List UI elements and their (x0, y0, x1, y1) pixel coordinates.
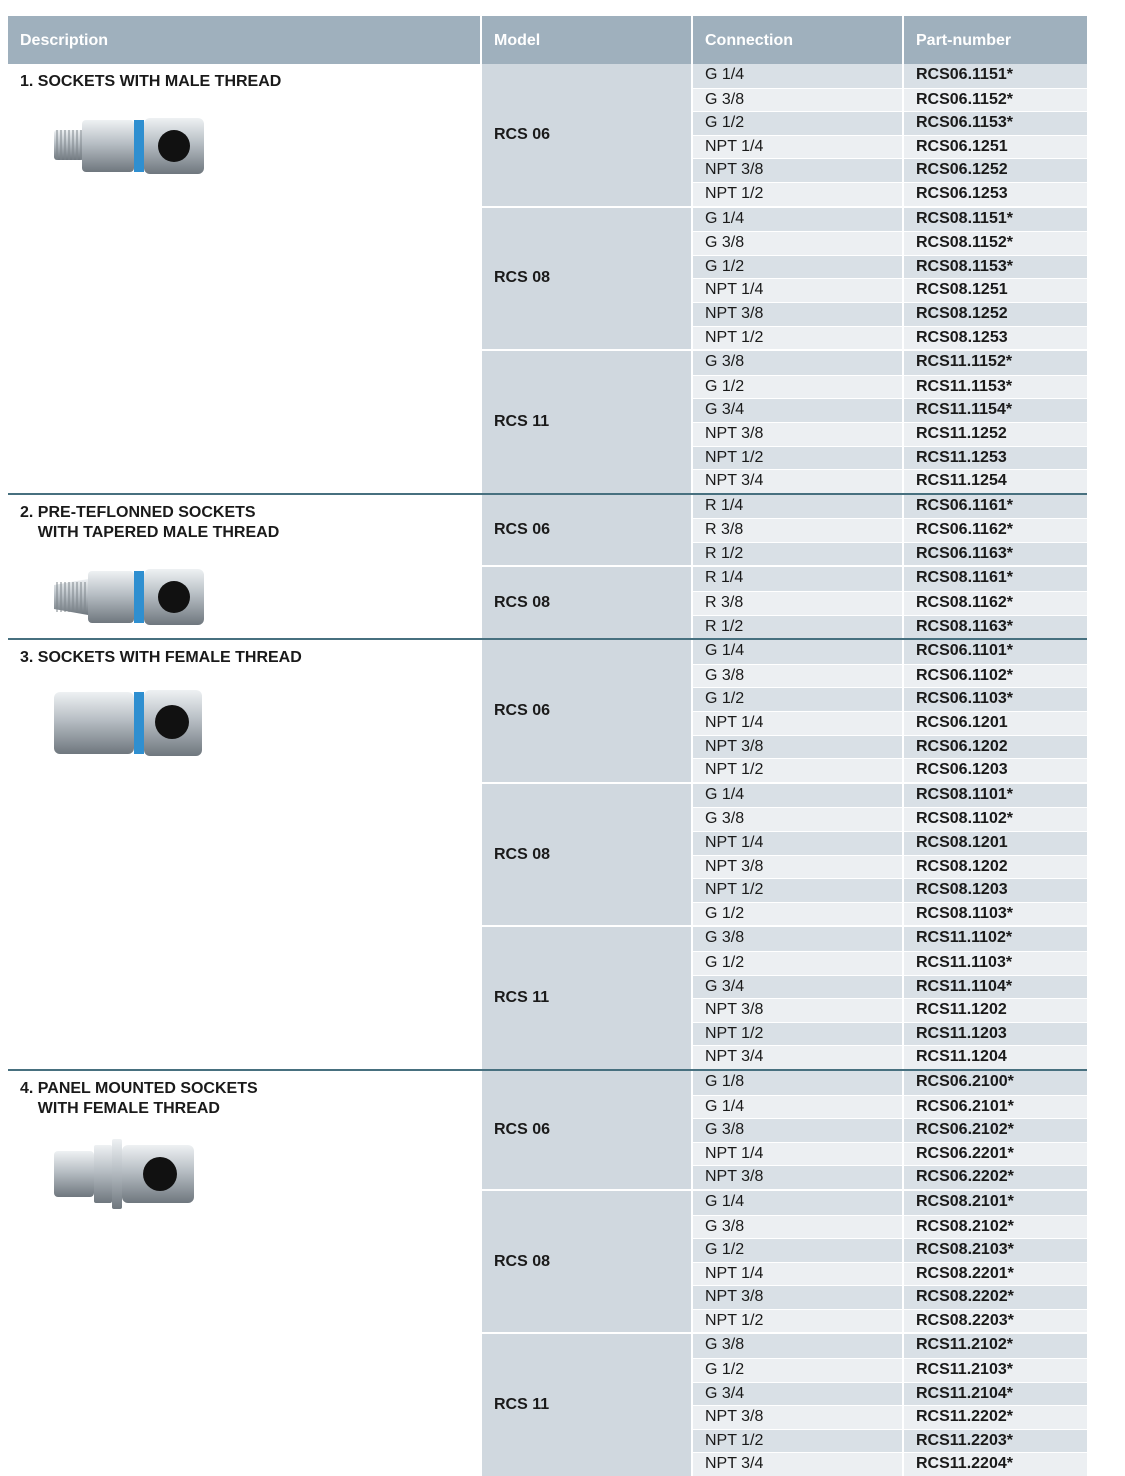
part-number-cell: RCS08.1252 (904, 303, 1087, 326)
connection-cell: G 3/8 (693, 808, 904, 831)
connection-cell: G 1/2 (693, 903, 904, 926)
product-table (8, 16, 1087, 1476)
table-row (693, 878, 1087, 902)
connection-cell: NPT 3/8 (693, 303, 904, 326)
part-number-cell: RCS11.1154* (904, 399, 1087, 422)
part-number-cell: RCS06.1201 (904, 712, 1087, 735)
part-number-cell: RCS08.1151* (904, 208, 1087, 232)
table-row (693, 1382, 1087, 1406)
connection-cell: G 1/4 (693, 784, 904, 808)
table-row (693, 375, 1087, 399)
connection-cell: G 1/8 (693, 1071, 904, 1095)
model-group (482, 64, 1087, 206)
table-row (693, 567, 1087, 591)
connection-cell: G 1/4 (693, 1191, 904, 1215)
table-row (693, 446, 1087, 470)
table-header (8, 16, 1087, 64)
connection-cell: R 1/4 (693, 495, 904, 519)
part-number-cell: RCS06.1203 (904, 759, 1087, 782)
part-number-cell: RCS08.1202 (904, 856, 1087, 879)
model-cell: RCS 06 (482, 640, 693, 782)
model-group (482, 206, 1087, 350)
table-row (693, 758, 1087, 782)
table-row (693, 422, 1087, 446)
part-number-cell: RCS08.2103* (904, 1239, 1087, 1262)
part-number-cell: RCS06.2202* (904, 1166, 1087, 1189)
model-cell: RCS 08 (482, 567, 693, 638)
socket-panel-mounted-image (50, 1133, 210, 1213)
connection-cell: G 3/8 (693, 351, 904, 375)
connection-cell: NPT 1/2 (693, 183, 904, 206)
connection-cell: NPT 3/8 (693, 856, 904, 879)
part-number-cell: RCS06.2101* (904, 1096, 1087, 1119)
table-row (693, 951, 1087, 975)
part-number-cell: RCS11.2102* (904, 1334, 1087, 1358)
part-number-cell: RCS06.1103* (904, 688, 1087, 711)
section-description (8, 1071, 482, 1476)
connection-cell: NPT 1/4 (693, 136, 904, 159)
product-section (8, 493, 1087, 639)
table-row (693, 591, 1087, 615)
model-group (482, 565, 1087, 638)
part-number-cell: RCS08.1251 (904, 279, 1087, 302)
part-number-cell: RCS11.1104* (904, 976, 1087, 999)
connection-cell: G 3/8 (693, 1334, 904, 1358)
part-number-cell: RCS06.1252 (904, 159, 1087, 182)
part-number-cell: RCS11.2203* (904, 1430, 1087, 1453)
table-row (693, 135, 1087, 159)
table-row (693, 326, 1087, 350)
part-number-cell: RCS08.1153* (904, 256, 1087, 279)
part-number-cell: RCS08.1203 (904, 879, 1087, 902)
table-row (693, 64, 1087, 88)
model-cell: RCS 06 (482, 495, 693, 566)
table-row (693, 208, 1087, 232)
table-row (693, 998, 1087, 1022)
part-number-cell: RCS11.1254 (904, 470, 1087, 493)
part-number-cell: RCS06.1162* (904, 519, 1087, 542)
part-number-cell: RCS06.1163* (904, 543, 1087, 566)
connection-cell: R 3/8 (693, 519, 904, 542)
model-cell: RCS 11 (482, 351, 693, 493)
table-row (693, 784, 1087, 808)
table-row (693, 1429, 1087, 1453)
table-row (693, 1452, 1087, 1476)
table-row (693, 231, 1087, 255)
model-cell: RCS 06 (482, 1071, 693, 1189)
model-group (482, 349, 1087, 493)
socket-tapered-thread-image (50, 557, 210, 637)
table-row (693, 927, 1087, 951)
table-row (693, 615, 1087, 639)
table-row (693, 495, 1087, 519)
product-section (8, 64, 1087, 493)
part-number-cell: RCS06.1152* (904, 89, 1087, 112)
connection-cell: NPT 1/2 (693, 447, 904, 470)
header-connection: Connection (693, 16, 904, 64)
model-cell: RCS 11 (482, 927, 693, 1069)
table-row (693, 518, 1087, 542)
part-number-cell: RCS11.1252 (904, 423, 1087, 446)
part-number-cell: RCS11.2204* (904, 1453, 1087, 1476)
model-group (482, 782, 1087, 926)
part-number-cell: RCS11.1204 (904, 1046, 1087, 1069)
table-row (693, 1118, 1087, 1142)
part-number-cell: RCS11.2103* (904, 1359, 1087, 1382)
part-number-cell: RCS08.1152* (904, 232, 1087, 255)
connection-cell: R 1/2 (693, 543, 904, 566)
part-number-cell: RCS06.1202 (904, 736, 1087, 759)
table-row (693, 278, 1087, 302)
connection-cell: NPT 3/8 (693, 423, 904, 446)
model-cell: RCS 06 (482, 64, 693, 206)
header-description: Description (8, 16, 482, 64)
connection-cell: G 1/2 (693, 376, 904, 399)
part-number-cell: RCS08.1161* (904, 567, 1087, 591)
connection-cell: G 1/4 (693, 208, 904, 232)
part-number-cell: RCS08.1253 (904, 327, 1087, 350)
connection-cell: G 1/2 (693, 1239, 904, 1262)
table-row (693, 855, 1087, 879)
connection-cell: NPT 1/4 (693, 712, 904, 735)
table-row (693, 831, 1087, 855)
section-description (8, 64, 482, 493)
part-number-cell: RCS11.2104* (904, 1383, 1087, 1406)
connection-cell: R 1/4 (693, 567, 904, 591)
connection-cell: G 3/8 (693, 927, 904, 951)
product-section (8, 638, 1087, 1069)
model-group (482, 1189, 1087, 1333)
connection-cell: NPT 3/4 (693, 1453, 904, 1476)
product-section (8, 1069, 1087, 1476)
connection-cell: NPT 3/8 (693, 1406, 904, 1429)
connection-cell: G 3/8 (693, 665, 904, 688)
connection-cell: NPT 3/4 (693, 1046, 904, 1069)
connection-cell: NPT 1/2 (693, 1310, 904, 1333)
part-number-cell: RCS11.1203 (904, 1023, 1087, 1046)
table-row (693, 975, 1087, 999)
connection-cell: G 3/4 (693, 976, 904, 999)
part-number-cell: RCS08.2102* (904, 1216, 1087, 1239)
connection-cell: G 3/4 (693, 399, 904, 422)
table-row (693, 255, 1087, 279)
model-group (482, 1332, 1087, 1476)
table-row (693, 302, 1087, 326)
table-row (693, 1358, 1087, 1382)
table-row (693, 1405, 1087, 1429)
part-number-cell: RCS11.1253 (904, 447, 1087, 470)
table-row (693, 1071, 1087, 1095)
section-title: 4. PANEL MOUNTED SOCKETS WITH FEMALE THREAD (20, 1079, 258, 1117)
table-row (693, 1165, 1087, 1189)
model-cell: RCS 08 (482, 1191, 693, 1333)
table-row (693, 1022, 1087, 1046)
part-number-cell: RCS08.2202* (904, 1286, 1087, 1309)
part-number-cell: RCS11.1103* (904, 952, 1087, 975)
connection-cell: G 3/8 (693, 89, 904, 112)
connection-cell: G 3/8 (693, 1119, 904, 1142)
connection-cell: G 1/4 (693, 64, 904, 88)
connection-cell: NPT 1/2 (693, 327, 904, 350)
model-cell: RCS 11 (482, 1334, 693, 1476)
part-number-cell: RCS08.1102* (904, 808, 1087, 831)
connection-cell: G 3/8 (693, 232, 904, 255)
connection-cell: G 1/4 (693, 640, 904, 664)
table-row (693, 902, 1087, 926)
connection-cell: NPT 1/2 (693, 759, 904, 782)
part-number-cell: RCS08.1163* (904, 616, 1087, 639)
table-row (693, 664, 1087, 688)
table-row (693, 1238, 1087, 1262)
part-number-cell: RCS06.1151* (904, 64, 1087, 88)
table-row (693, 1285, 1087, 1309)
section-title: 3. SOCKETS WITH FEMALE THREAD (20, 649, 302, 667)
part-number-cell: RCS08.1103* (904, 903, 1087, 926)
model-group (482, 495, 1087, 566)
table-row (693, 1262, 1087, 1286)
part-number-cell: RCS08.2203* (904, 1310, 1087, 1333)
model-group (482, 1071, 1087, 1189)
part-number-cell: RCS11.1153* (904, 376, 1087, 399)
connection-cell: NPT 3/4 (693, 470, 904, 493)
part-number-cell: RCS06.2201* (904, 1143, 1087, 1166)
part-number-cell: RCS08.2101* (904, 1191, 1087, 1215)
part-number-cell: RCS08.2201* (904, 1263, 1087, 1286)
connection-cell: NPT 3/8 (693, 999, 904, 1022)
table-row (693, 88, 1087, 112)
connection-cell: NPT 3/8 (693, 736, 904, 759)
connection-cell: G 1/2 (693, 1359, 904, 1382)
connection-cell: G 1/2 (693, 112, 904, 135)
section-description (8, 495, 482, 639)
section-title: 1. SOCKETS WITH MALE THREAD (20, 73, 282, 90)
connection-cell: NPT 1/4 (693, 1263, 904, 1286)
section-description (8, 640, 482, 1069)
part-number-cell: RCS08.1162* (904, 592, 1087, 615)
part-number-cell: RCS06.2100* (904, 1071, 1087, 1095)
part-number-cell: RCS06.1251 (904, 136, 1087, 159)
table-row (693, 1045, 1087, 1069)
connection-cell: NPT 1/4 (693, 832, 904, 855)
part-number-cell: RCS11.1202 (904, 999, 1087, 1022)
part-number-cell: RCS06.1102* (904, 665, 1087, 688)
table-row (693, 735, 1087, 759)
table-row (693, 398, 1087, 422)
connection-cell: NPT 1/2 (693, 1023, 904, 1046)
part-number-cell: RCS11.2202* (904, 1406, 1087, 1429)
model-cell: RCS 08 (482, 208, 693, 350)
connection-cell: NPT 3/8 (693, 1286, 904, 1309)
table-row (693, 1215, 1087, 1239)
connection-cell: G 1/2 (693, 688, 904, 711)
part-number-cell: RCS06.1253 (904, 183, 1087, 206)
connection-cell: G 3/4 (693, 1383, 904, 1406)
header-part-number: Part-number (904, 16, 1087, 64)
connection-cell: G 1/4 (693, 1096, 904, 1119)
table-row (693, 542, 1087, 566)
table-row (693, 1095, 1087, 1119)
part-number-cell: RCS06.1153* (904, 112, 1087, 135)
connection-cell: G 3/8 (693, 1216, 904, 1239)
part-number-cell: RCS11.1102* (904, 927, 1087, 951)
table-row (693, 1191, 1087, 1215)
table-row (693, 111, 1087, 135)
connection-cell: NPT 3/8 (693, 159, 904, 182)
table-body (8, 64, 1087, 1476)
connection-cell: R 1/2 (693, 616, 904, 639)
table-row (693, 182, 1087, 206)
socket-male-thread-image (50, 106, 210, 186)
table-row (693, 807, 1087, 831)
part-number-cell: RCS06.1161* (904, 495, 1087, 519)
model-group (482, 925, 1087, 1069)
connection-cell: NPT 3/8 (693, 1166, 904, 1189)
part-number-cell: RCS08.1201 (904, 832, 1087, 855)
part-number-cell: RCS06.2102* (904, 1119, 1087, 1142)
table-row (693, 687, 1087, 711)
table-row (693, 1142, 1087, 1166)
connection-cell: G 1/2 (693, 952, 904, 975)
part-number-cell: RCS11.1152* (904, 351, 1087, 375)
table-row (693, 1334, 1087, 1358)
model-group (482, 640, 1087, 782)
connection-cell: NPT 1/4 (693, 279, 904, 302)
section-title: 2. PRE-TEFLONNED SOCKETS WITH TAPERED MALE THREAD (20, 503, 280, 541)
socket-female-thread-image (50, 682, 210, 762)
table-row (693, 469, 1087, 493)
connection-cell: NPT 1/2 (693, 879, 904, 902)
table-row (693, 1309, 1087, 1333)
header-model: Model (482, 16, 693, 64)
table-row (693, 158, 1087, 182)
connection-cell: G 1/2 (693, 256, 904, 279)
model-cell: RCS 08 (482, 784, 693, 926)
connection-cell: NPT 1/4 (693, 1143, 904, 1166)
connection-cell: R 3/8 (693, 592, 904, 615)
connection-cell: NPT 1/2 (693, 1430, 904, 1453)
table-row (693, 351, 1087, 375)
table-row (693, 711, 1087, 735)
part-number-cell: RCS06.1101* (904, 640, 1087, 664)
part-number-cell: RCS08.1101* (904, 784, 1087, 808)
table-row (693, 640, 1087, 664)
